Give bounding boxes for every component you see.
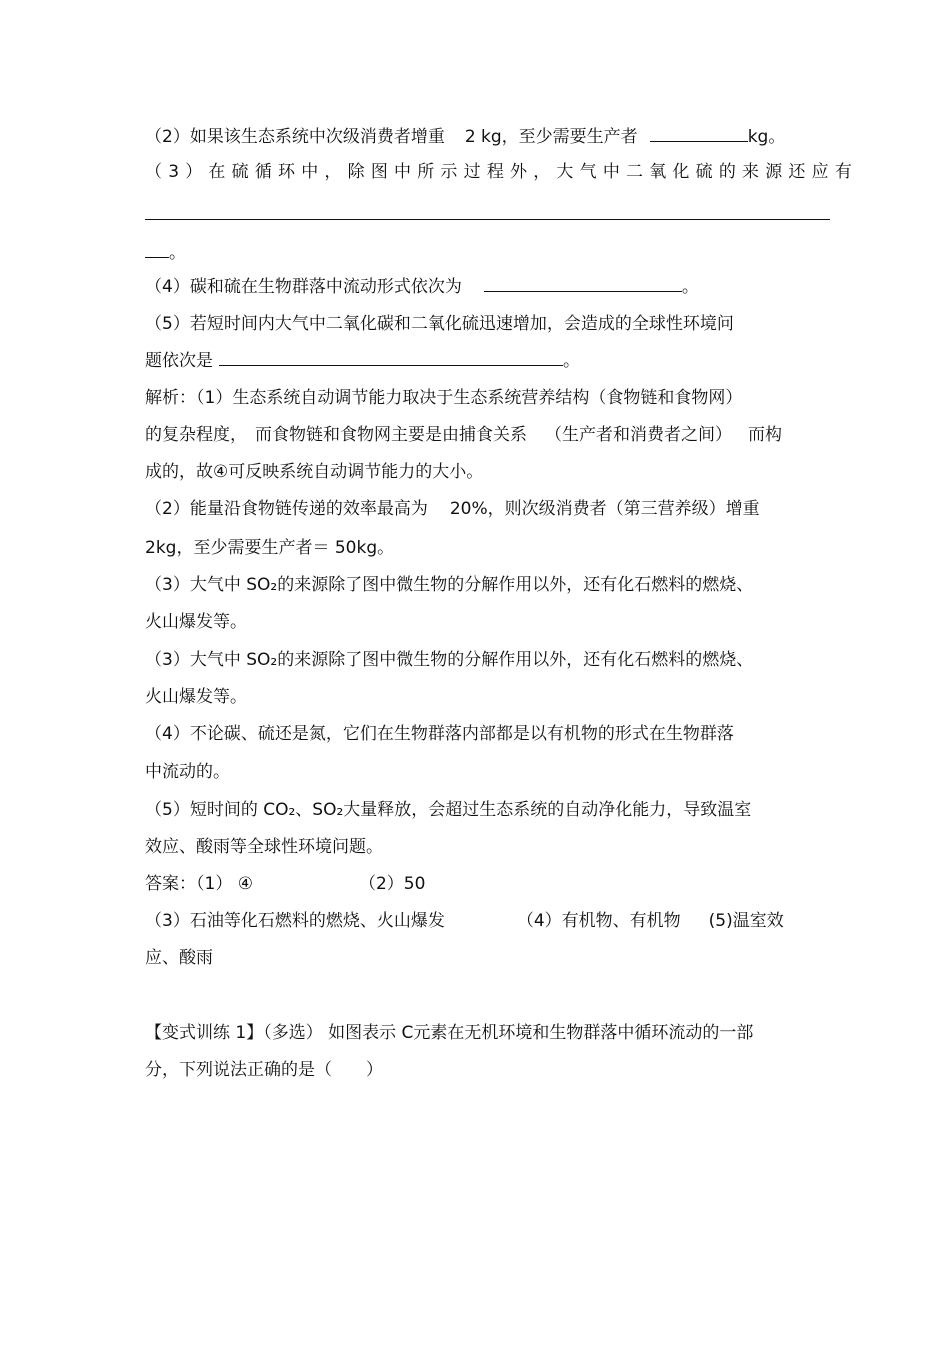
- question-5-cont: [145, 349, 580, 372]
- analysis-l2b: 而食物链和食物网主要是由捕食关系: [255, 425, 527, 445]
- analysis-line-2: [145, 424, 782, 446]
- question-4: [145, 275, 699, 298]
- question-5: [145, 313, 734, 335]
- analysis-l4a: （2）能量沿食物链传递的效率最高为: [145, 499, 428, 519]
- q2-answer-blank: [650, 125, 748, 142]
- analysis-line-5: 2kg，至少需要生产者＝ 50kg。: [145, 538, 395, 558]
- q2-unit: kg。: [747, 127, 786, 147]
- analysis-line-11: 中流动的。: [145, 762, 230, 782]
- q3-answer-blank: [145, 241, 169, 258]
- q3-end-mark: 。: [169, 243, 186, 263]
- question-3: [145, 161, 858, 183]
- q5-text: （5）若短时间内大气中二氧化碳和二氧化硫迅速增加，会造成的全球性环境问: [145, 314, 734, 334]
- answer-line-2: [145, 910, 784, 932]
- question-3-end: [145, 241, 186, 264]
- analysis-line-4: [145, 498, 760, 520]
- variant-line-2: 分，下列说法正确的是（ ）: [145, 1060, 383, 1080]
- analysis-line-12: （5）短时间的 CO₂、SO₂大量释放，会超过生态系统的自动净化能力，导致温室: [145, 800, 752, 820]
- analysis-line-6: （3）大气中 SO₂的来源除了图中微生物的分解作用以外，还有化石燃料的燃烧、: [145, 575, 754, 595]
- answer-4: （4）有机物、有机物: [516, 911, 681, 931]
- q4-answer-blank: [484, 275, 682, 292]
- variant-line-1: 【变式训练 1】（多选） 如图表示 C元素在无机环境和生物群落中循环流动的一部: [145, 1023, 754, 1043]
- analysis-line-3: 成的，故④可反映系统自动调节能力的大小。: [145, 462, 484, 482]
- answer-line-1: [145, 873, 425, 895]
- answer-1: 答案：（1） ④: [145, 874, 253, 894]
- q5-end-mark: 。: [563, 351, 580, 371]
- question-2: [145, 125, 785, 148]
- q5-answer-blank: [219, 349, 563, 366]
- analysis-l4b: 20%，则次级消费者（第三营养级）增重: [449, 499, 760, 519]
- analysis-l2d: 而构: [748, 425, 782, 445]
- analysis-l2a: 的复杂程度，: [145, 425, 247, 445]
- answer-3: （3）石油等化石燃料的燃烧、火山爆发: [145, 911, 445, 931]
- q2-text: （2）如果该生态系统中次级消费者增重: [145, 127, 445, 147]
- q4-text: （4）碳和硫在生物群落中流动形式依次为: [145, 277, 462, 297]
- q5-text-cont: 题依次是: [145, 351, 213, 371]
- analysis-line-9: 火山爆发等。: [145, 687, 247, 707]
- q2-weight: 2 kg，至少需要生产者: [464, 127, 638, 147]
- answer-2: （2）50: [358, 874, 426, 894]
- q3-answer-rule: [145, 219, 830, 220]
- answer-5: (5)温室效: [708, 911, 784, 931]
- analysis-line-7: 火山爆发等。: [145, 612, 247, 632]
- q3-text: （3）在硫循环中，除图中所示过程外，大气中二氧化硫的来源还应有: [145, 162, 859, 182]
- analysis-line-10: （4）不论碳、硫还是氮，它们在生物群落内部都是以有机物的形式在生物群落: [145, 724, 734, 744]
- analysis-line-8: （3）大气中 SO₂的来源除了图中微生物的分解作用以外，还有化石燃料的燃烧、: [145, 650, 754, 670]
- analysis-line-13: 效应、酸雨等全球性环境问题。: [145, 837, 383, 857]
- analysis-line-1: 解析：（1）生态系统自动调节能力取决于生态系统营养结构（食物链和食物网）: [145, 388, 743, 408]
- answer-line-3: 应、酸雨: [145, 948, 213, 968]
- analysis-l2c: （生产者和消费者之间）: [545, 425, 732, 445]
- q4-end-mark: 。: [681, 277, 699, 297]
